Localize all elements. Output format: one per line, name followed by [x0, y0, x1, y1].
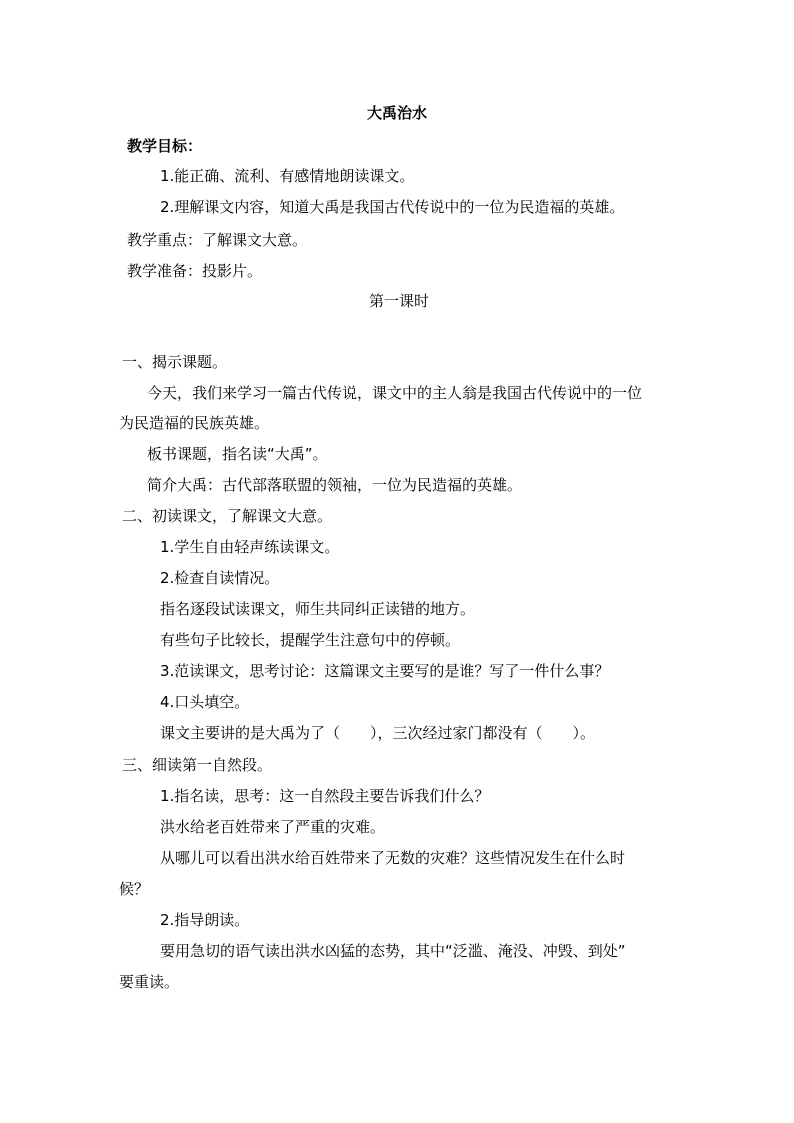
goal-item-2: 2.理解课文内容，知道大禹是我国古代传说中的一位为民造福的英雄。 [160, 198, 625, 216]
paragraph-line: 要重读。 [119, 973, 180, 991]
section-heading-1: 一、揭示课题。 [122, 353, 228, 371]
list-item: 1.指名读，思考：这一自然段主要告诉我们什么？ [160, 787, 490, 805]
preparation-line: 教学准备：投影片。 [127, 262, 263, 280]
paragraph-line: 候？ [119, 880, 150, 898]
paragraph-line: 板书课题，指名读“大禹”。 [147, 445, 328, 463]
goal-item-1: 1.能正确、流利、有感情地朗读课文。 [160, 167, 415, 185]
document-title: 大禹治水 [367, 104, 428, 122]
paragraph-line: 从哪儿可以看出洪水给百姓带来了无数的灾难？这些情况发生在什么时 [160, 849, 626, 867]
section-heading-3: 三、细读第一自然段。 [122, 756, 273, 774]
paragraph-line: 指名逐段试读课文，师生共同纠正读错的地方。 [160, 600, 476, 618]
list-item: 2.指导朗读。 [160, 911, 250, 929]
paragraph-line: 今天，我们来学习一篇古代传说，课文中的主人翁是我国古代传说中的一位 [147, 384, 643, 402]
list-item: 3.范读课文，思考讨论：这篇课文主要写的是谁？写了一件什么事？ [160, 662, 610, 680]
key-point-line: 教学重点：了解课文大意。 [127, 231, 308, 249]
list-item: 1.学生自由轻声练读课文。 [160, 538, 340, 556]
list-item: 2.检查自读情况。 [160, 569, 280, 587]
paragraph-line: 简介大禹：古代部落联盟的领袖，一位为民造福的英雄。 [147, 476, 523, 494]
paragraph-line: 有些句子比较长，提醒学生注意句中的停顿。 [160, 631, 461, 649]
paragraph-line: 为民造福的民族英雄。 [119, 414, 270, 432]
fill-in-blank-line: 课文主要讲的是大禹为了（ ），三次经过家门都没有（ ）。 [160, 724, 596, 742]
section-heading-2: 二、初读课文，了解课文大意。 [122, 507, 333, 525]
paragraph-line: 要用急切的语气读出洪水凶猛的态势，其中“泛滥、淹没、冲毁、到处” [160, 942, 626, 960]
section-heading-goals: 教学目标： [127, 137, 203, 155]
paragraph-line: 洪水给老百姓带来了严重的灾难。 [160, 818, 386, 836]
list-item: 4.口头填空。 [160, 693, 250, 711]
lesson-heading: 第一课时 [369, 292, 430, 310]
